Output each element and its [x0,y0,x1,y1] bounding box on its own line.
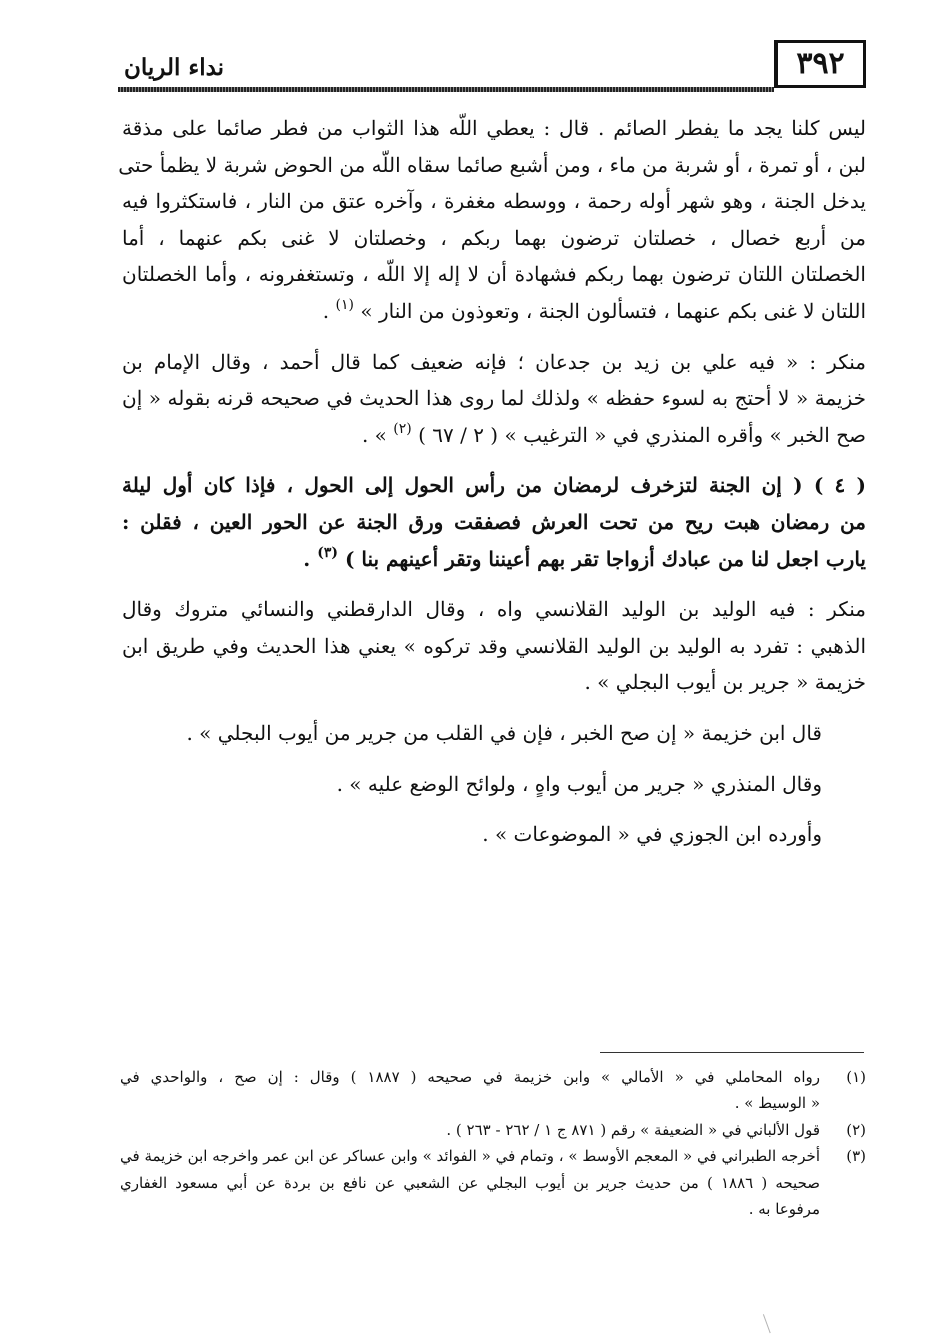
paragraph-gap [122,330,866,344]
footnotes [120,1064,866,1222]
paragraph-gap [122,577,866,591]
footnote-text [120,1117,820,1143]
paragraph [122,591,866,701]
text-line: يارب اجعل لنا من عبادك أزواجا تقر بهم أعيننا وتقر أعينهم بنا ) [344,546,866,571]
text-line: لبن ، أو تمرة ، أو شربة من ماء ، ومن أشبع صائما سقاه اللّه من الحوض شربة لا يظمأ حتى [118,152,866,177]
footnote-number: (٣) [846,1147,866,1166]
text-line: الذهبي : تفرد به الوليد بن الوليد القلانسي وقد تركوه » يعني هذا الحديث وفي طريق ابن [122,633,866,658]
text-line: وقال المنذري « جرير من أيوب واهٍ ، ولوائح الوضع عليه » . [336,771,822,796]
line-tail [303,544,345,571]
paragraph-gap [122,802,866,816]
text-line: ( ٤ ) ( إن الجنة لتزخرف لرمضان من رأس الحول إلى الحول ، فإذا كان أول ليلة [122,473,866,498]
footnote-text [120,1064,820,1117]
footnote-line: أخرجه الطبراني في « المعجم الأوسط » ، وتمام في « الفوائد » وابن عساكر عن ابن عمر واخرجه ابن خزيمة في [120,1147,820,1166]
footnote [120,1117,866,1143]
paragraph-gap [122,453,866,467]
text-line: منكر : « فيه علي بن زيد بن جدعان ؛ فإنه ضعيف كما قال أحمد ، وقال الإمام بن [122,349,866,374]
line-tail [322,296,361,323]
paragraph [122,715,866,752]
footnote [120,1143,866,1222]
header-rule [118,87,774,92]
text-line: من أربع خصال ، خصلتان ترضون بهما ربكم ، وخصلتان لا غنى بكم عنهما ، أما [122,225,866,250]
text-line: وأورده ابن الجوزي في « الموضوعات » . [482,822,822,847]
main-text [118,110,866,853]
footnote-ref[interactable]: (٣) [317,544,338,561]
page-header [118,40,866,92]
footnote-line: قول الألباني في « الضعيفة » رقم ( ٨٧١ ج ١ / ٢٦٢ - ٢٦٣ ) . [446,1120,820,1139]
line-tail [361,420,418,447]
footnote-line: رواه المحاملي في « الأمالي » وابن خزيمة في صحيحه ( ١٨٨٧ ) وقال : إن صح ، والواحدي في [120,1068,820,1086]
footnote [120,1064,866,1117]
footnote-ref[interactable]: (٢) [393,420,412,437]
footnote-text [120,1143,820,1222]
running-title: نداء الريان [124,54,225,81]
footnote-number: (٢) [846,1120,866,1139]
text-line: خزيمة « لا أحتج به لسوء حفظه » ولذلك لما روى هذا الحديث في صحيحه قرنه بقوله « إن [122,386,866,411]
footnote-line: مرفوعا به . [748,1200,820,1219]
text-line: ليس كلنا يجد ما يفطر الصائم . قال : يعطي اللّه هذا الثواب من فطر صائما على مذقة [122,116,866,140]
paragraph [122,816,866,853]
text-line: يدخل الجنة ، وهو شهر أوله رحمة ، ووسطه مغفرة ، وآخره عتق من النار ، فاستكثروا فيه [122,189,866,214]
paragraph [122,467,866,577]
paragraph [118,110,866,330]
text-line: صح الخبر » وأقره المنذري في « الترغيب » ( ٢ / ٦٧ ) [418,422,866,447]
closing-punctuation: . [303,546,311,571]
text-line: قال ابن خزيمة « إن صح الخبر ، فإن في القلب من جرير من أيوب البجلي » . [186,720,822,745]
footnote-ref[interactable]: (١) [335,296,354,313]
closing-punctuation: . [322,298,330,323]
text-line: منكر : فيه الوليد بن الوليد القلانسي واه ، وقال الدارقطني والنسائي متروك وقال [122,597,866,622]
text-line: من رمضان هبت ريح من تحت العرش فصفقت ورق الجنة عن الحور العين ، فقلن : [122,509,866,534]
text-line: خزيمة « جرير بن أيوب البجلي » . [584,670,866,695]
closing-punctuation: » . [361,422,387,447]
paragraph-gap [122,701,866,715]
paragraph-gap [122,752,866,766]
paragraph [122,766,866,803]
scan-mark [763,1311,780,1334]
footnote-separator [600,1052,864,1053]
paragraph [122,344,866,454]
page-number: ٣٩٢ [774,40,866,88]
footnote-number: (١) [846,1068,866,1086]
footnote-line: صحيحه ( ١٨٨٦ ) من حديث جرير بن أيوب البجلي عن الشعبي عن نافع بن بردة عن أبي مسعود الغفاري [120,1173,820,1192]
footnote-line: « الوسيط » . [734,1094,820,1113]
text-line: الخصلتان اللتان ترضون بهما ربكم فشهادة أن لا إله إلا اللّه ، وتستغفرونه ، وأما الخصلتان [122,262,866,287]
text-line: اللتان لا غنى بكم عنهما ، فتسألون الجنة ، وتعوذون من النار » [360,298,866,323]
